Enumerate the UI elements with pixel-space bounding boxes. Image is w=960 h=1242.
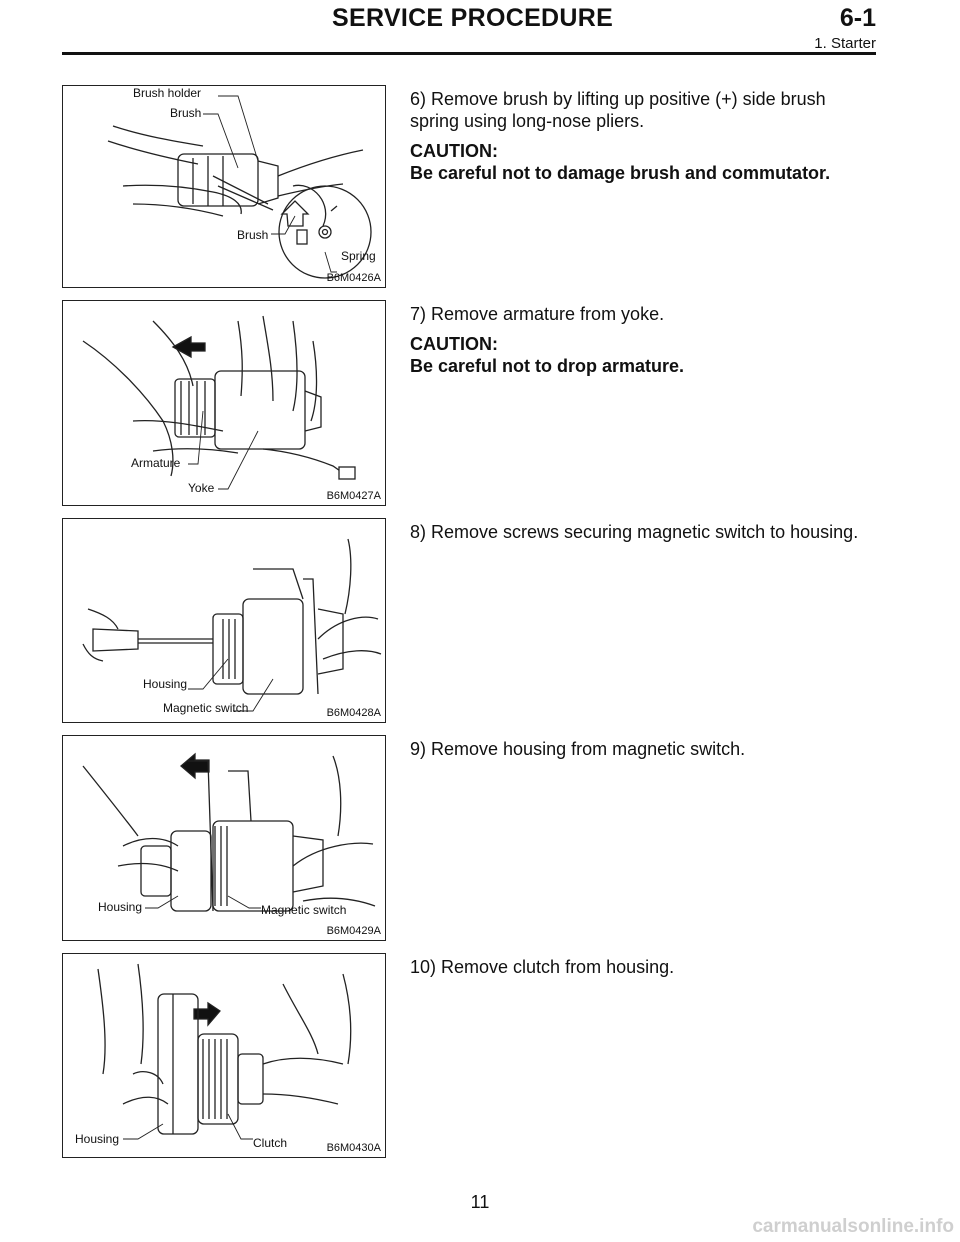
- callout-housing: Housing: [143, 677, 188, 691]
- step-6: [410, 88, 878, 184]
- figure-code: B6M0427A: [326, 490, 381, 502]
- callout-housing: Housing: [75, 1132, 120, 1146]
- callout-brush: Brush: [170, 106, 202, 120]
- callout-magnetic-switch: Magnetic switch: [261, 903, 347, 917]
- step-text: 10) Remove clutch from housing.: [410, 957, 675, 977]
- section-number: 6-1: [839, 4, 876, 32]
- callout-armature: Armature: [131, 456, 181, 470]
- brush-removal-illustration: [63, 86, 386, 288]
- step-text: 9) Remove housing from magnetic switch.: [410, 739, 746, 759]
- figure-code: B6M0429A: [326, 925, 381, 937]
- armature-removal-illustration: [63, 301, 386, 506]
- figure-housing-removal: [62, 735, 386, 941]
- figure-clutch-removal: [62, 953, 386, 1158]
- header-rule: [62, 52, 876, 55]
- step-text: 8) Remove screws securing magnetic switch to housing.: [410, 522, 859, 542]
- callout-housing: Housing: [98, 900, 143, 914]
- section-title: SERVICE PROCEDURE: [332, 4, 614, 32]
- caution-label: CAUTION:: [410, 334, 498, 354]
- step-7: [410, 303, 878, 377]
- caution-text: Be careful not to drop armature.: [410, 356, 685, 376]
- callout-brush: Brush: [237, 228, 269, 242]
- step-10: [410, 956, 878, 978]
- figure-magnetic-switch-screws: [62, 518, 386, 723]
- figure-armature-removal: [62, 300, 386, 506]
- callout-yoke: Yoke: [188, 481, 215, 495]
- step-9: [410, 738, 878, 760]
- caution-label: CAUTION:: [410, 141, 498, 161]
- figure-code: B6M0428A: [326, 707, 381, 719]
- clutch-removal-illustration: [63, 954, 386, 1158]
- step-8: [410, 521, 878, 543]
- watermark: carmanualsonline.info: [752, 1216, 954, 1237]
- section-subtitle: 1. Starter: [814, 35, 876, 52]
- caution-text: Be careful not to damage brush and commutator.: [410, 163, 831, 183]
- step-text: 6) Remove brush by lifting up positive (+) side brush spring using long-nose pliers.: [410, 89, 826, 131]
- callout-magnetic-switch: Magnetic switch: [163, 701, 249, 715]
- step-text: 7) Remove armature from yoke.: [410, 304, 665, 324]
- page-number: 11: [470, 1192, 490, 1212]
- figure-code: B6M0426A: [326, 272, 381, 284]
- callout-brush-holder: Brush holder: [133, 86, 202, 100]
- figure-code: B6M0430A: [326, 1142, 381, 1154]
- magnetic-switch-screws-illustration: [63, 519, 386, 723]
- callout-spring: Spring: [341, 249, 376, 263]
- figure-brush-removal: [62, 85, 386, 288]
- callout-clutch: Clutch: [253, 1136, 288, 1150]
